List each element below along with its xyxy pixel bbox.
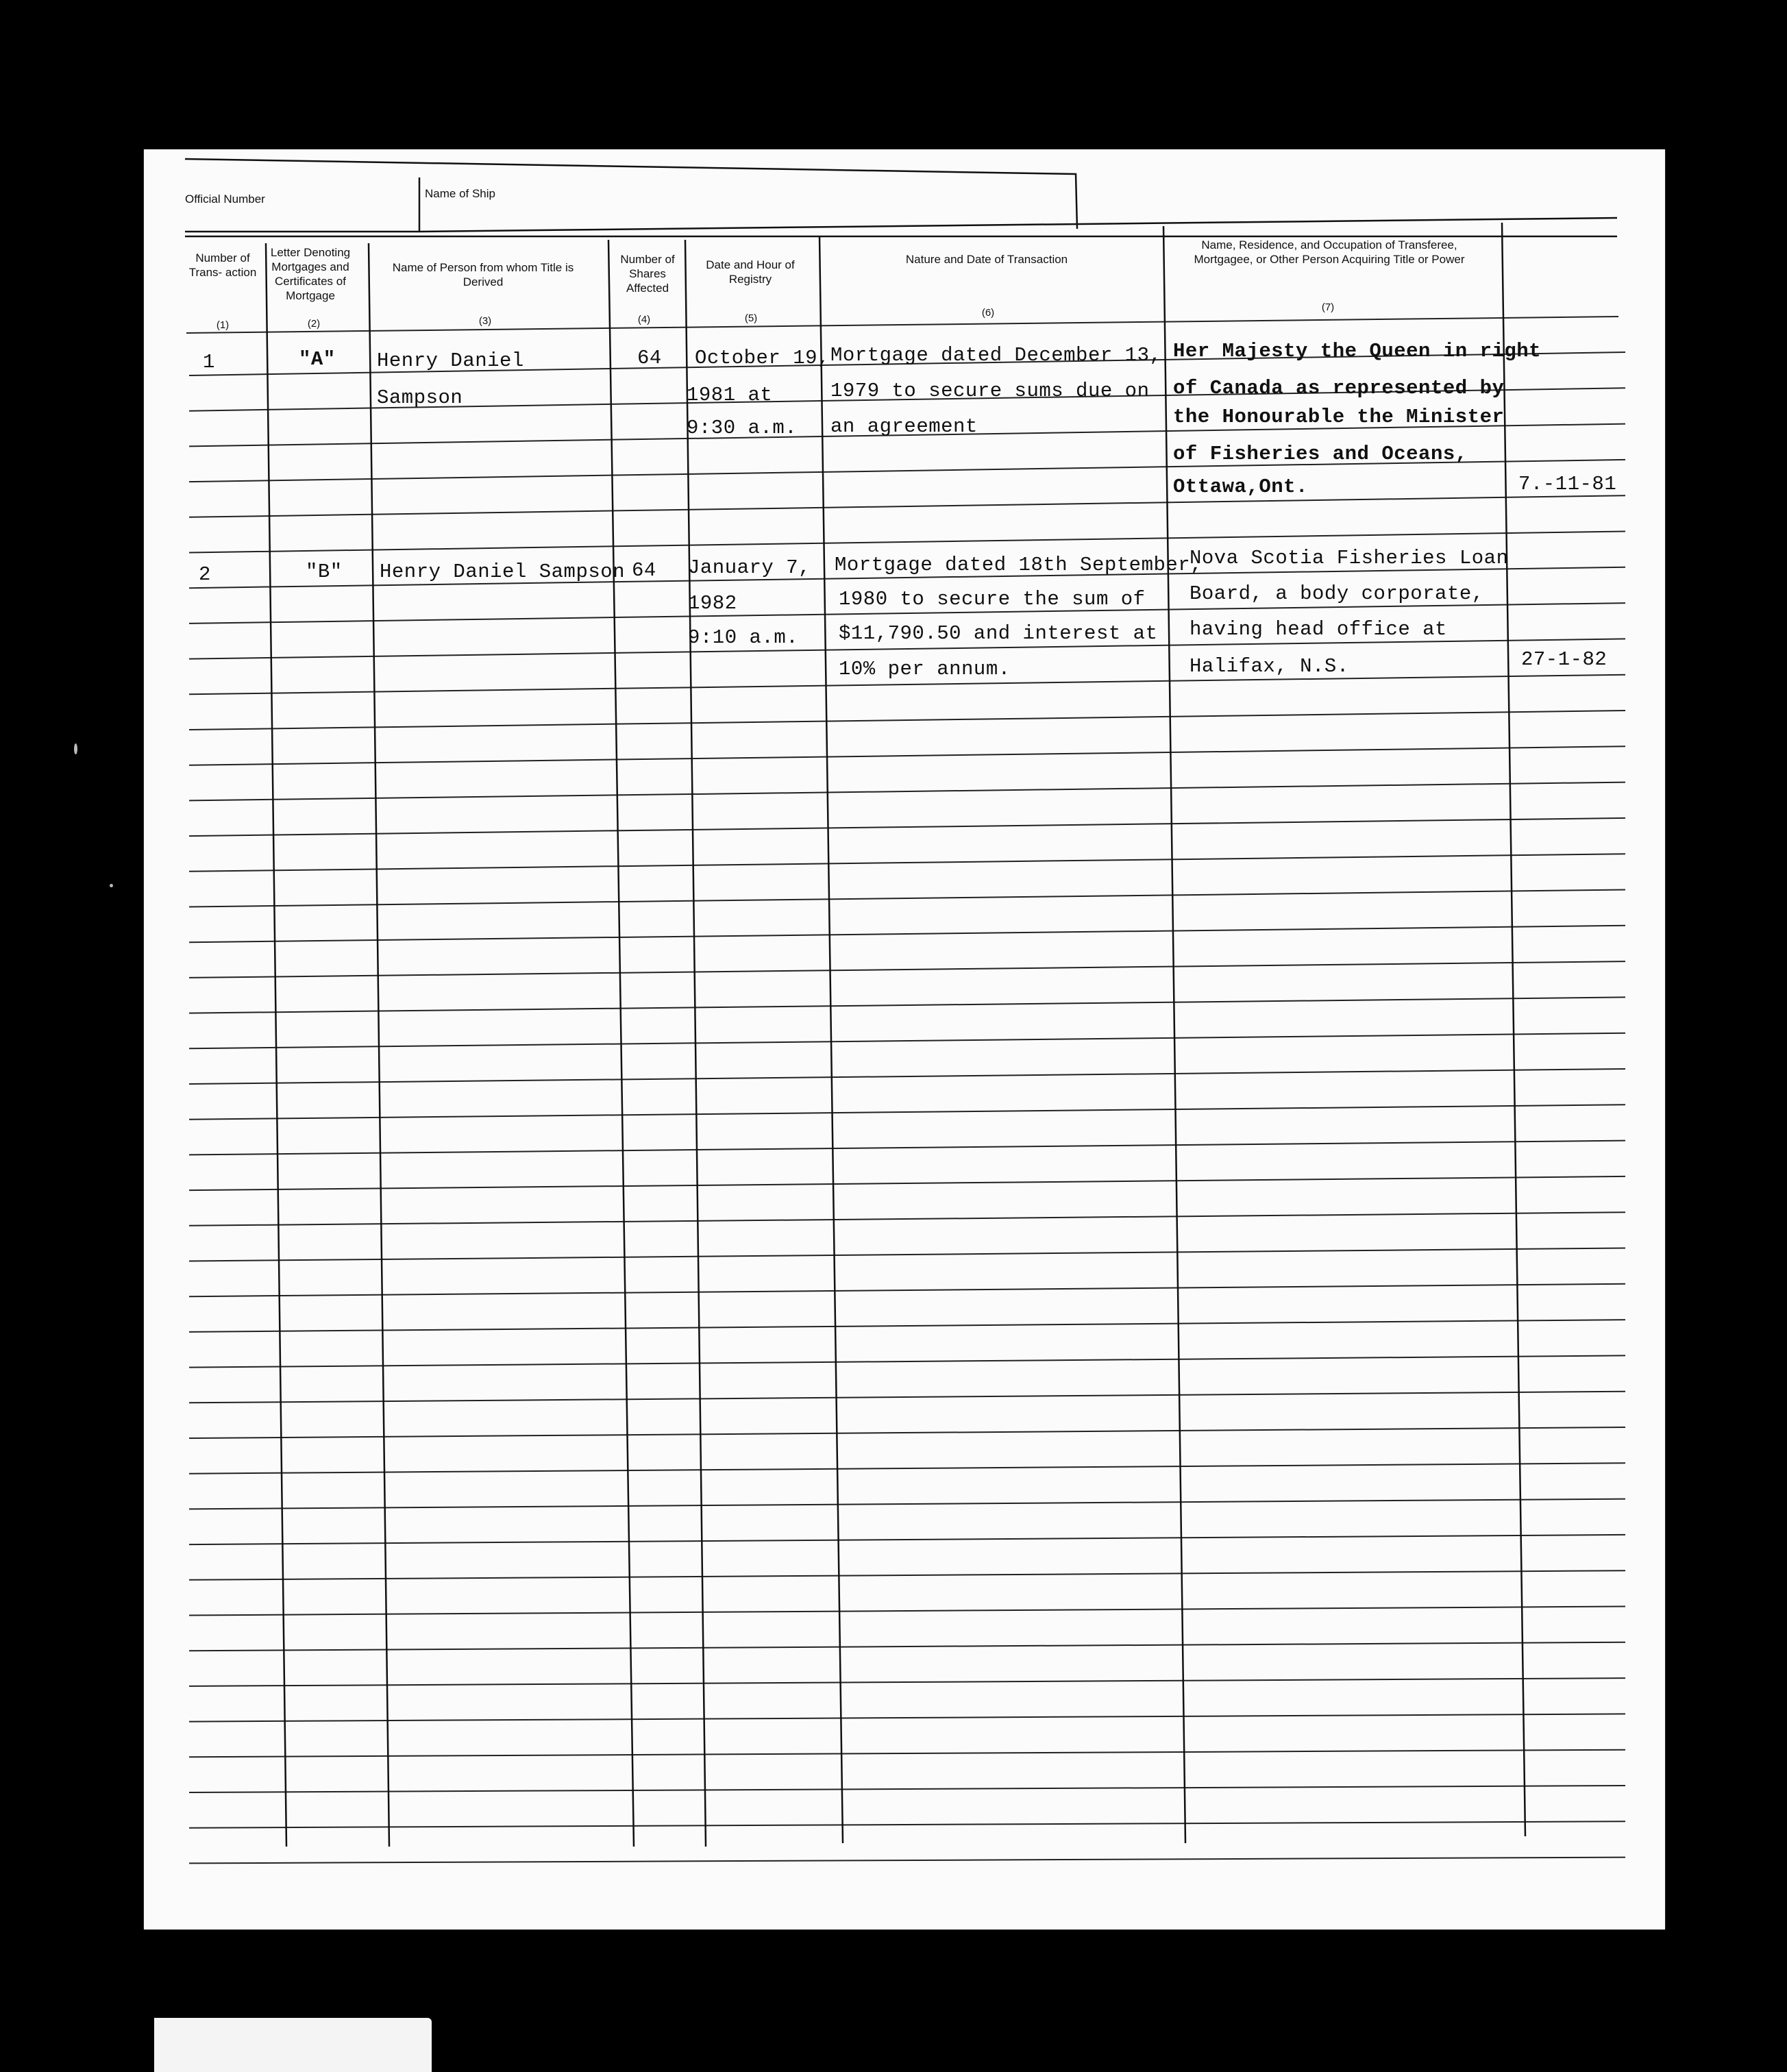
entry-1-transferee-line-5: Ottawa,Ont.: [1173, 476, 1308, 498]
ruled-line: [189, 1105, 1625, 1119]
ruled-line: [189, 1176, 1625, 1190]
entry-2-letter: "B": [306, 560, 343, 583]
entry-2-nature-line-4: 10% per annum.: [839, 658, 1011, 680]
entry-1-derived-line-1: Henry Daniel: [377, 349, 524, 372]
ruled-line: [189, 1786, 1625, 1792]
ruled-line: [189, 1570, 1625, 1580]
ruled-line: [189, 782, 1625, 801]
ruled-line: [189, 1141, 1625, 1155]
entry-1-registry-line-1: October 19,: [695, 347, 830, 369]
entry-2-transferee-line-2: Board, a body corporate,: [1190, 582, 1484, 605]
ruled-line: [189, 1069, 1625, 1084]
entry-1-registry-line-2: 1981 at: [687, 384, 773, 406]
entry-1-transferee-line-3: the Honourable the Minister: [1173, 406, 1505, 428]
ruled-line: [266, 243, 286, 1847]
ruled-line: [189, 1212, 1625, 1226]
entry-1-registry-line-3: 9:30 a.m.: [687, 417, 798, 439]
ruled-line: [189, 1678, 1625, 1686]
col-6-number: (6): [981, 307, 995, 319]
ruled-line: [189, 1858, 1625, 1864]
ruled-line: [189, 854, 1625, 872]
ruled-line: [189, 890, 1625, 907]
column-dividers: [266, 223, 1525, 1847]
ruled-line: [189, 746, 1625, 765]
ruled-line: [1502, 223, 1525, 1836]
entry-1-shares: 64: [637, 347, 662, 369]
col-2-header: Letter Denoting Mortgages and Certificates of Mortgage: [270, 246, 351, 302]
entry-1-transferee-line-4: of Fisheries and Oceans,: [1173, 443, 1468, 465]
ruled-line: [189, 1714, 1625, 1721]
entry-2-shares: 64: [632, 559, 656, 582]
entry-2-remark: 27-1-82: [1521, 648, 1607, 671]
name-of-ship-label: Name of Ship: [425, 187, 495, 200]
ruled-line: [189, 1033, 1625, 1049]
entry-2-number: 2: [199, 563, 211, 586]
header-box-lines: [185, 159, 1617, 236]
entry-1-nature-line-1: Mortgage dated December 13,: [830, 344, 1162, 367]
col-3-number: (3): [478, 315, 492, 327]
entry-2-registry-line-2: 1982: [688, 592, 737, 615]
ruled-line: [189, 818, 1625, 836]
entry-1-transferee-line-1: Her Majesty the Queen in right: [1173, 340, 1542, 362]
col-4-header: Number of Shares Affected: [620, 253, 675, 295]
ruled-line: [189, 1463, 1625, 1473]
col-2-number: (2): [307, 318, 321, 330]
col-7-number: (7): [1321, 301, 1335, 313]
entry-1-remark: 7.-11-81: [1518, 473, 1617, 495]
ruled-line: [189, 1607, 1625, 1616]
entry-2-registry-line-1: January 7,: [688, 556, 811, 579]
entry-2-nature-line-1: Mortgage dated 18th September,: [835, 554, 1203, 576]
entry-1-derived-line-2: Sampson: [377, 386, 463, 409]
entry-1-letter: "A": [299, 348, 336, 371]
col-3-header: Name of Person from whom Title is Derived: [392, 261, 574, 288]
ruled-line: [189, 926, 1625, 942]
ruled-line: [819, 236, 843, 1843]
entry-1-number: 1: [203, 351, 215, 373]
ruled-line: [189, 1821, 1625, 1827]
ruled-line: [189, 1284, 1625, 1296]
ruled-line: [369, 243, 389, 1847]
col-4-number: (4): [637, 314, 651, 325]
ruled-line: [1163, 226, 1185, 1843]
col-1-number: (1): [216, 319, 230, 331]
ruled-line: [189, 1642, 1625, 1651]
ruled-line: [189, 1750, 1625, 1758]
col-7-header: Name, Residence, and Occupation of Transferee, Mortgagee, or Other Person Acquiring Title or Power: [1194, 238, 1465, 266]
entry-1-transferee-line-2: of Canada as represented by: [1173, 377, 1505, 399]
ruled-line: [189, 1355, 1625, 1367]
ruled-line: [189, 961, 1625, 978]
ruled-line: [189, 997, 1625, 1013]
col-6-header: Nature and Date of Transaction: [905, 253, 1068, 266]
col-5-header: Date and Hour of Registry: [706, 258, 795, 286]
entry-2-registry-line-3: 9:10 a.m.: [688, 626, 799, 649]
entry-2-transferee-line-3: having head office at: [1190, 618, 1447, 641]
official-number-label: Official Number: [185, 193, 265, 206]
entry-2-transferee-line-4: Halifax, N.S.: [1190, 655, 1349, 678]
ruled-line: [186, 317, 1618, 333]
col-5-number: (5): [744, 312, 758, 324]
ruled-line: [189, 1320, 1625, 1332]
col-1-header: Number of Trans- action: [188, 251, 257, 279]
entry-2-derived-line-1: Henry Daniel Sampson: [380, 560, 626, 583]
entry-1-nature-line-3: an agreement: [830, 415, 978, 438]
entry-1-nature-line-2: 1979 to secure sums due on: [830, 380, 1150, 402]
ruled-line: [189, 1499, 1625, 1509]
ruled-line: [189, 1392, 1625, 1403]
ruled-line: [189, 1427, 1625, 1438]
entry-2-nature-line-3: $11,790.50 and interest at: [839, 622, 1158, 645]
ruled-line: [189, 1248, 1625, 1261]
entry-2-transferee-line-1: Nova Scotia Fisheries Loan: [1190, 547, 1509, 569]
ruled-line: [189, 1535, 1625, 1544]
ruled-line: [189, 495, 1625, 517]
ruled-line: [189, 711, 1625, 730]
entry-2-nature-line-2: 1980 to secure the sum of: [839, 588, 1146, 610]
